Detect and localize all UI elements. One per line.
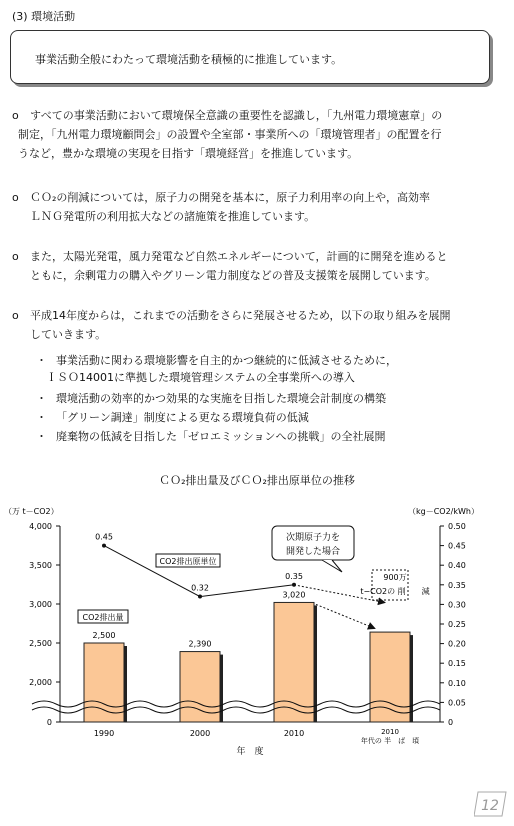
x-tick-label: 2010 xyxy=(283,729,305,738)
x-tick-label: 2010 xyxy=(381,728,399,736)
x-tick-label: 年代の 半 ば 頃 xyxy=(360,737,420,745)
sub-item-line: 「グリーン調達」制度による更なる環境負荷の低減 xyxy=(56,411,309,424)
sub-item-line: 廃棄物の低減を目指した「ゼロエミッションへの挑戦」の全社展開 xyxy=(56,430,386,443)
y-left-tick-label: 0 xyxy=(46,718,52,727)
bullet: o xyxy=(12,250,19,263)
paragraph-line: また，太陽光発電，風力発電など自然エネルギーについて，計画的に開発を進めると xyxy=(30,250,448,263)
y-left-tick-label: 2,500 xyxy=(29,639,52,648)
sub-item-zero-emission xyxy=(36,428,496,445)
co2-chart xyxy=(0,496,514,766)
bar xyxy=(180,652,220,722)
bar-shadow xyxy=(410,635,413,722)
bar xyxy=(370,632,410,722)
y-right-tick-label: 0.45 xyxy=(448,541,466,551)
y-right-tick-label: 0 xyxy=(448,718,454,727)
sub-item-line: 事業活動に関わる環境影響を自主的かつ継続的に低減させるために， xyxy=(56,354,397,367)
y-left-tick-label: 3,500 xyxy=(29,561,52,570)
y-left-tick-label: 2,000 xyxy=(29,678,52,687)
y-right-tick-label: 0.30 xyxy=(448,600,466,610)
sub-item-accounting xyxy=(36,390,496,407)
callout-line: 開発した場合 xyxy=(285,547,341,557)
y-left-tick-label: 4,000 xyxy=(29,522,52,531)
y-right-tick-label: 0.10 xyxy=(448,678,466,688)
paragraph-line: ともに，余剰電力の購入やグリーン電力制度などの普及支援策を展開しています。 xyxy=(30,269,436,282)
paragraph-line: すべての事業活動において環境保全意識の重要性を認識し，「九州電力環境憲章」の xyxy=(30,109,443,122)
summary-text: 事業活動全般にわたって環境活動を積極的に推進しています。 xyxy=(35,53,343,66)
bar-shadow xyxy=(314,605,317,722)
bar-value-label: 3,020 xyxy=(282,590,306,600)
y-right-tick-label: 0.35 xyxy=(448,580,466,590)
callout-line: 次期原子力を xyxy=(285,533,341,543)
intensity-point xyxy=(198,595,202,599)
page-number: 12 xyxy=(481,798,499,814)
x-tick-label: 2000 xyxy=(189,729,211,738)
y-left-axis-label: （万 t－CO2） xyxy=(4,507,59,516)
y-left-tick-label: 3,000 xyxy=(29,600,52,609)
sub-item-line: ＩＳＯ14001に準拠した環境管理システムの全事業所への導入 xyxy=(46,371,355,384)
chart-title: ＣＯ₂排出量及びＣＯ₂排出原単位の推移 xyxy=(159,474,355,487)
paragraph-environment-management xyxy=(12,106,498,163)
paragraph-line: ＣＯ₂の削減については，原子力の開発を基本に，原子力利用率の向上や，高効率 xyxy=(30,191,430,204)
legend-label: CO2排出量 xyxy=(82,613,124,622)
legend-co2-intensity xyxy=(156,554,220,567)
bar-value-label: 2,390 xyxy=(188,639,212,649)
y-right-tick-label: 0.25 xyxy=(448,620,466,629)
paragraph-line: うなど，豊かな環境の実現を目指す「環境経営」を推進しています。 xyxy=(18,147,359,160)
intensity-value-label: 0.35 xyxy=(285,571,303,581)
bullet: o xyxy=(12,191,19,204)
paragraph-line: 制定，「九州電力環境顧問会」の設置や全室部・事業所への「環境管理者」の配置を行 xyxy=(18,128,442,141)
paragraph-future-initiatives xyxy=(12,306,498,344)
sub-bullet: ・ xyxy=(36,392,47,405)
y-right-tick-label: 0.05 xyxy=(448,698,466,708)
paragraph-line: していきます。 xyxy=(30,328,107,341)
intensity-value-label: 0.32 xyxy=(191,583,209,593)
sub-item-iso14001 xyxy=(36,352,496,386)
reduction-line: t−CO2の 削 減 xyxy=(360,587,430,596)
sub-item-green-procurement xyxy=(36,409,496,426)
sub-bullet: ・ xyxy=(36,411,47,424)
page-number-badge xyxy=(474,790,510,818)
legend-co2-emissions xyxy=(78,610,128,623)
reduction-line: 900万 xyxy=(383,573,407,582)
sub-bullet: ・ xyxy=(36,430,47,443)
bullet: o xyxy=(12,109,19,122)
nuclear-callout xyxy=(272,526,354,572)
reduction-bracket xyxy=(360,570,429,600)
sub-bullet: ・ xyxy=(36,354,47,367)
bar xyxy=(274,602,314,722)
section-title: (3) 環境活動 xyxy=(12,10,76,23)
bullet: o xyxy=(12,309,19,322)
legend-label: CO2排出原単位 xyxy=(159,557,217,566)
y-right-tick-label: 0.50 xyxy=(448,522,466,531)
x-tick-label: 1990 xyxy=(93,729,115,738)
paragraph-line: 平成14年度からは，これまでの活動をさらに発展させるため，以下の取り組みを展開 xyxy=(30,309,451,322)
y-right-tick-label: 0.40 xyxy=(448,561,466,571)
emission-projection-arrow xyxy=(316,604,374,628)
y-right-axis-label: （kg－CO2/kWh） xyxy=(408,507,479,516)
y-right-tick-label: 0.20 xyxy=(448,639,466,649)
sub-item-line: 環境活動の効率的かつ効果的な実施を目指した環境会計制度の構築 xyxy=(56,392,386,405)
intensity-value-label: 0.45 xyxy=(95,532,113,542)
bar-value-label: 2,500 xyxy=(92,631,116,640)
paragraph-co2-reduction xyxy=(12,188,498,226)
paragraph-line: ＬＮＧ発電所の利用拡大などの諸施策を推進しています。 xyxy=(30,210,316,223)
x-axis-label: 年 度 xyxy=(236,747,264,757)
y-right-tick-label: 0.15 xyxy=(448,659,466,669)
intensity-point xyxy=(292,583,296,587)
paragraph-natural-energy xyxy=(12,247,498,285)
summary-box xyxy=(10,30,490,84)
intensity-point xyxy=(102,544,106,548)
